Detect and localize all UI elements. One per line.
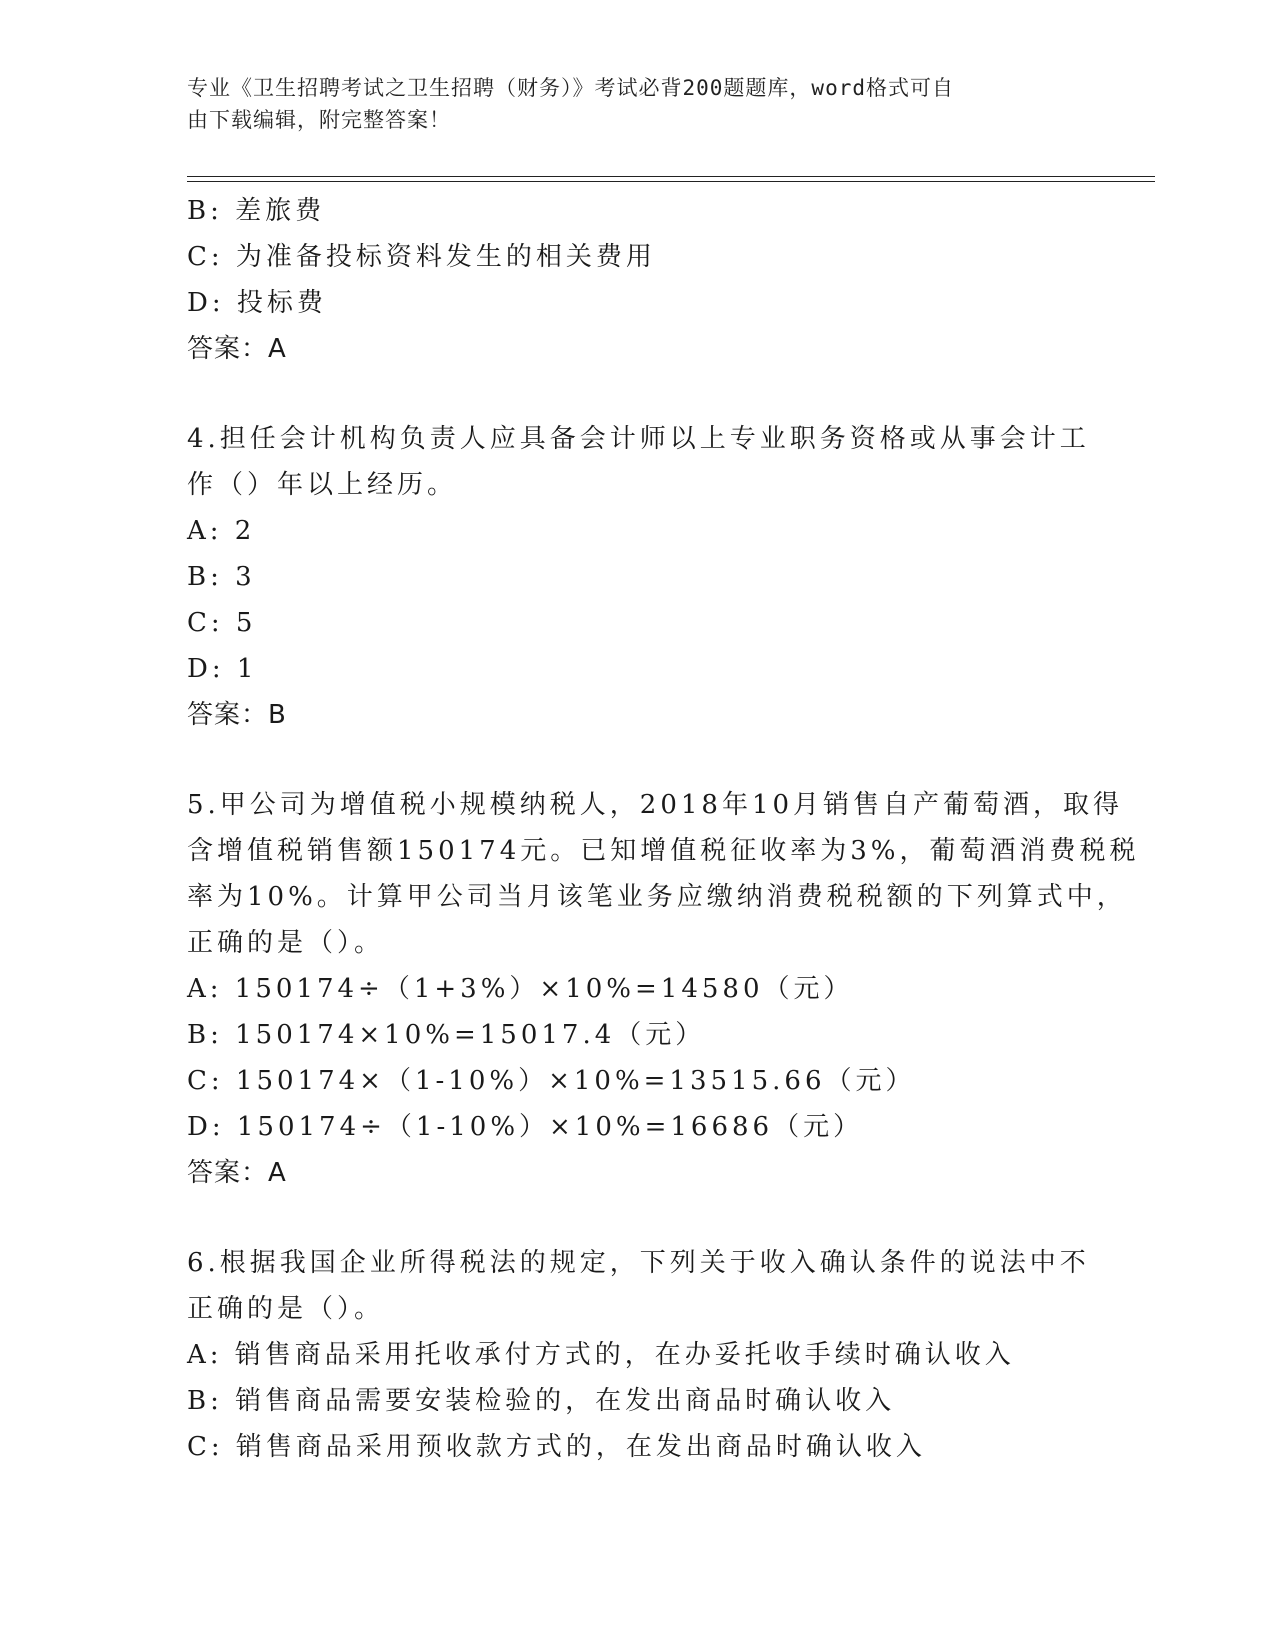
spacer bbox=[187, 738, 1087, 782]
question-stem: 含增值税销售额150174元。已知增值税征收率为3%，葡萄酒消费税税 bbox=[187, 836, 1140, 866]
option-c: C: 销售商品采用预收款方式的，在发出商品时确认收入 bbox=[187, 1432, 926, 1462]
header-rule-top bbox=[187, 176, 1155, 177]
answer: 答案：A bbox=[187, 1158, 287, 1188]
question-4 bbox=[187, 416, 1090, 738]
option-d: D: 投标费 bbox=[187, 288, 327, 318]
option-c: C: 为准备投标资料发生的相关费用 bbox=[187, 242, 656, 272]
question-6 bbox=[187, 1240, 1090, 1470]
option-a: A: 150174÷（1+3%）×10%=14580（元） bbox=[187, 974, 854, 1004]
question-stem: 正确的是（）。 bbox=[187, 1294, 385, 1324]
option-b: B: 销售商品需要安装检验的，在发出商品时确认收入 bbox=[187, 1386, 896, 1416]
question-stem: 正确的是（）。 bbox=[187, 928, 385, 958]
header-line-1: 专业《卫生招聘考试之卫生招聘（财务）》考试必背200题题库，word格式可自 bbox=[187, 76, 954, 100]
option-c: C: 150174×（1-10%）×10%=13515.66（元） bbox=[187, 1066, 916, 1096]
question-5 bbox=[187, 782, 1140, 1196]
document-header bbox=[187, 72, 1067, 136]
option-c: C: 5 bbox=[187, 608, 257, 638]
spacer bbox=[187, 372, 1087, 416]
option-d: D: 150174÷（1-10%）×10%=16686（元） bbox=[187, 1112, 864, 1142]
option-b: B: 差旅费 bbox=[187, 196, 326, 226]
option-a: A: 销售商品采用托收承付方式的，在办妥托收手续时确认收入 bbox=[187, 1340, 1015, 1370]
question-content bbox=[187, 188, 1140, 1470]
spacer bbox=[187, 1196, 1087, 1240]
question-stem: 5.甲公司为增值税小规模纳税人，2018年10月销售自产葡萄酒，取得 bbox=[187, 790, 1124, 820]
question-stem: 作（）年以上经历。 bbox=[187, 470, 458, 500]
option-a: A: 2 bbox=[187, 516, 256, 546]
question-stem: 4.担任会计机构负责人应具备会计师以上专业职务资格或从事会计工 bbox=[187, 424, 1090, 454]
question-stem: 6.根据我国企业所得税法的规定，下列关于收入确认条件的说法中不 bbox=[187, 1248, 1090, 1278]
question-3-tail bbox=[187, 188, 1087, 372]
header-rule-bottom bbox=[187, 181, 1155, 182]
option-b: B: 150174×10%=15017.4（元） bbox=[187, 1020, 706, 1050]
header-line-2: 由下载编辑，附完整答案！ bbox=[187, 108, 451, 132]
answer: 答案：B bbox=[187, 700, 287, 730]
answer: 答案：A bbox=[187, 334, 287, 364]
option-d: D: 1 bbox=[187, 654, 258, 684]
option-b: B: 3 bbox=[187, 562, 256, 592]
question-stem: 率为10%。计算甲公司当月该笔业务应缴纳消费税税额的下列算式中， bbox=[187, 882, 1127, 912]
